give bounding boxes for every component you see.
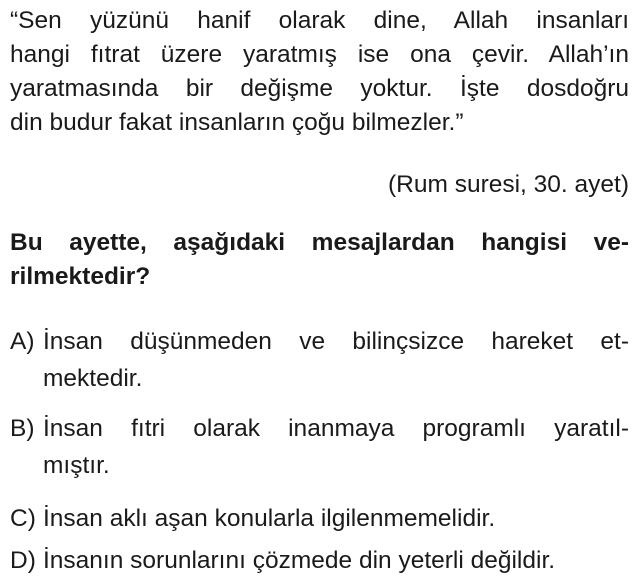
- question-page: [10, 0, 629, 586]
- verse-quote: [10, 4, 629, 140]
- option-text: [43, 323, 629, 397]
- question-line-2: rilmektedir?: [10, 263, 151, 290]
- option-letter: A): [10, 328, 35, 355]
- question-line-1: Bu ayette, aşağıdaki mesajlardan hangisi ve-: [10, 229, 629, 256]
- option-text-line: mıştır.: [43, 452, 110, 479]
- verse-line-1: “Sen yüzünü hanif olarak dine, Allah insanları: [10, 7, 629, 34]
- option-text: [43, 500, 629, 537]
- verse-line-2: hangi fıtrat üzere yaratmış ise ona çevir. Allah’ın: [10, 41, 629, 68]
- verse-line-3: yaratmasında bir değişme yoktur. İşte dosdoğru: [10, 75, 629, 102]
- verse-source: (Rum suresi, 30. ayet): [388, 171, 629, 198]
- option-text: [43, 542, 629, 579]
- option-letter: D): [10, 547, 36, 574]
- option-text-line: İnsan aklı aşan konularla ilgilenmemelidir.: [43, 505, 496, 532]
- option-text: [43, 410, 629, 484]
- question-stem: [10, 226, 629, 294]
- verse-line-4: din budur fakat insanların çoğu bilmezler.”: [10, 109, 464, 136]
- option-text-line: İnsanın sorunlarını çözmede din yeterli değildir.: [43, 547, 556, 574]
- option-text-line: İnsan fıtri olarak inanmaya programlı yaratıl-: [43, 415, 629, 442]
- option-text-line: mektedir.: [43, 365, 143, 392]
- option-text-line: İnsan düşünmeden ve bilinçsizce hareket et-: [43, 328, 629, 355]
- option-letter: C): [10, 505, 36, 532]
- option-letter: B): [10, 415, 35, 442]
